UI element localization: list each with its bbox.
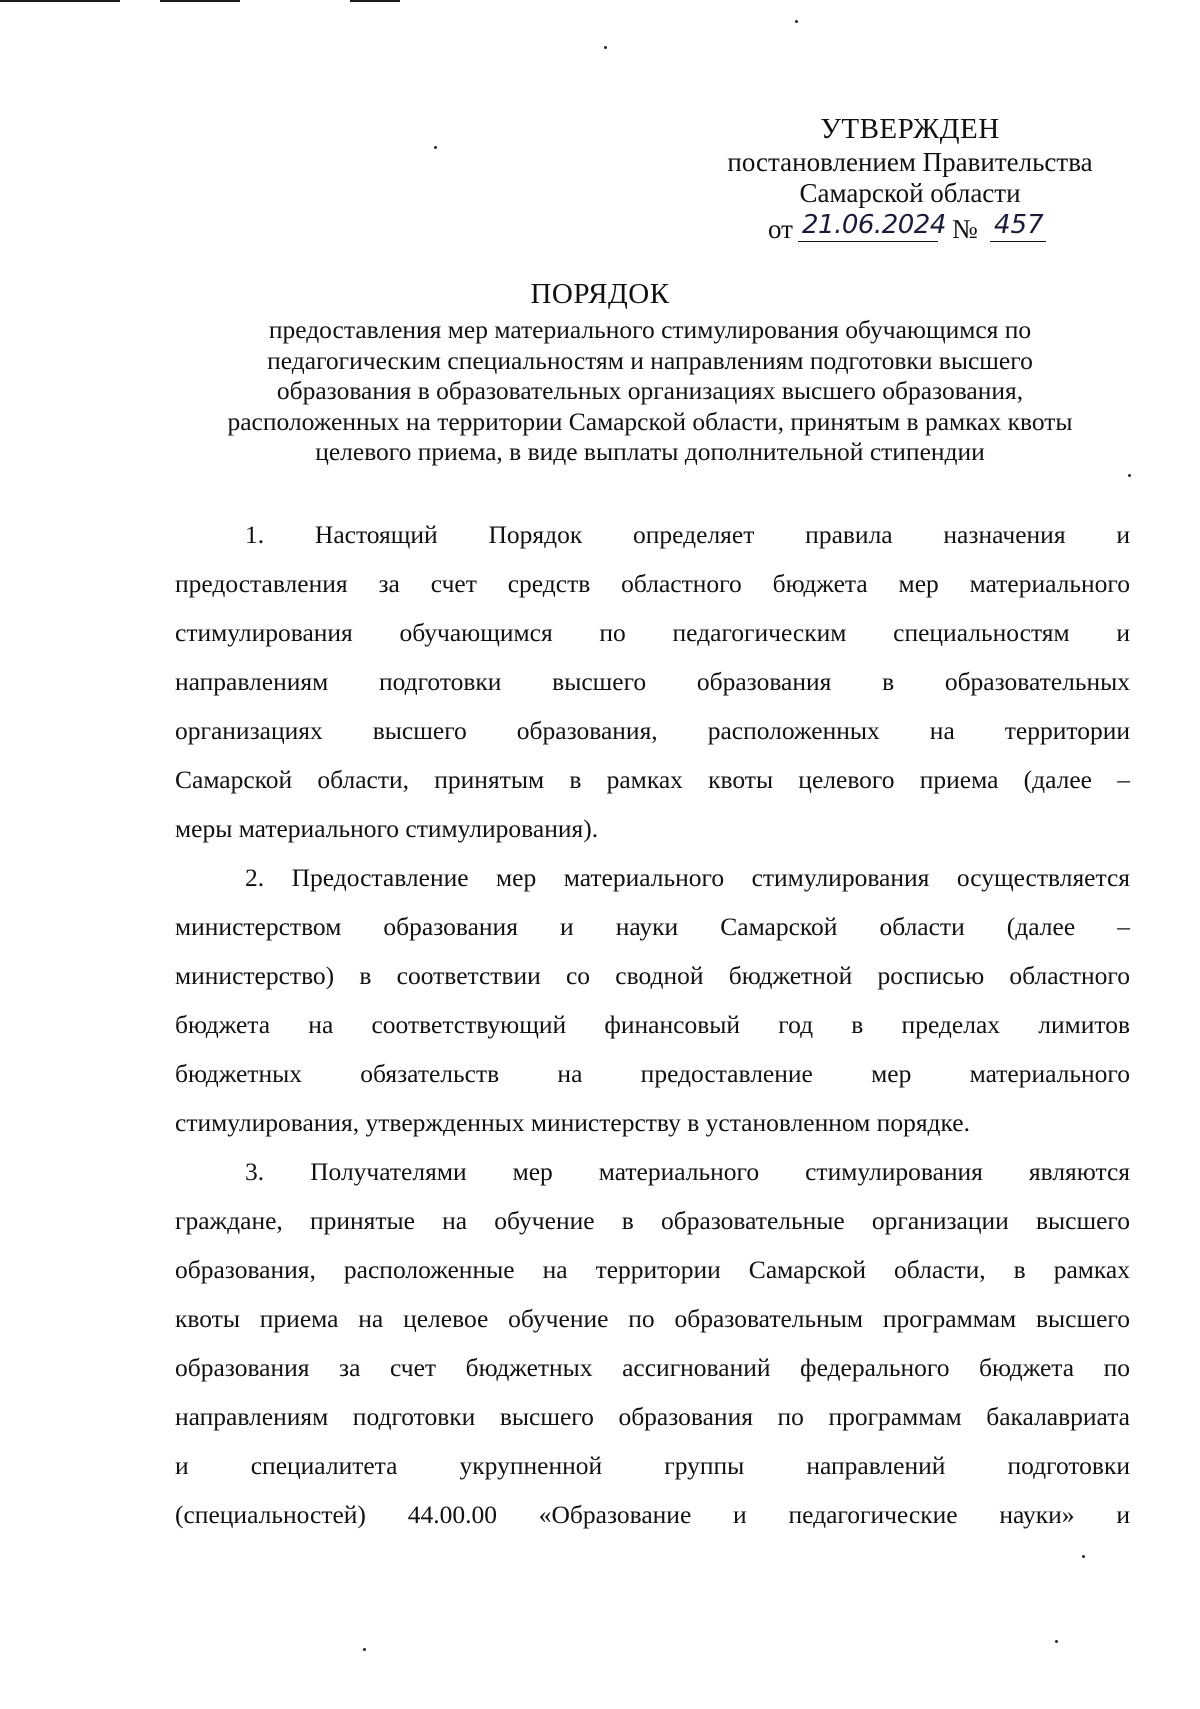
subtitle-line: предоставления мер материального стимулирования обучающимся по — [268, 315, 1032, 344]
scan-speck — [795, 20, 798, 23]
scan-speck — [1055, 1640, 1058, 1643]
scan-edge-mark — [0, 0, 120, 2]
paragraph-line: направлениям подготовки высшего образования по программам бакалавриата — [175, 1402, 1130, 1431]
scan-edge-mark — [160, 0, 240, 2]
scan-speck — [1082, 1555, 1085, 1558]
paragraph-line: и специалитета укрупненной группы направлений подготовки — [175, 1451, 1130, 1480]
approval-heading: УТВЕРЖДЕН — [820, 113, 1000, 145]
paragraph-line: квоты приема на целевое обучение по образовательным программам высшего — [175, 1304, 1130, 1333]
paragraph-line: стимулирования, утвержденных министерству в установленном порядке. — [175, 1108, 970, 1137]
paragraph-line: граждане, принятые на обучение в образовательные организации высшего — [175, 1206, 1130, 1235]
paragraph-3 — [175, 1147, 1130, 1539]
paragraph-line: предоставления за счет средств областного бюджета мер материального — [175, 569, 1130, 598]
paragraph-line: 1. Настоящий Порядок определяет правила назначения и — [245, 520, 1130, 549]
paragraph-line: министерством образования и науки Самарской области (далее – — [175, 912, 1130, 941]
approval-block — [700, 114, 1120, 246]
subtitle-line: педагогическим специальностям и направлениям подготовки высшего — [267, 345, 1033, 375]
paragraph-line: бюджета на соответствующий финансовый год в пределах лимитов — [175, 1010, 1130, 1039]
scan-edge-mark — [350, 0, 400, 2]
subtitle-line: расположенных на территории Самарской области, принятым в рамках квоты — [227, 406, 1073, 436]
paragraph-line: бюджетных обязательств на предоставление мер материального — [175, 1059, 1130, 1088]
approval-line-2: Самарской области — [799, 178, 1021, 208]
paragraph-line: (специальностей) 44.00.00 «Образование и педагогические науки» и — [175, 1500, 1130, 1529]
handwritten-date: 21.06.2024 — [798, 210, 938, 242]
document-body — [175, 510, 1130, 1539]
paragraph-line: образования за счет бюджетных ассигнований федерального бюджета по — [175, 1353, 1130, 1382]
scan-speck — [434, 146, 437, 149]
paragraph-line: 3. Получателями мер материального стимулирования являются — [245, 1157, 1130, 1186]
approval-signature-line — [700, 210, 1120, 246]
paragraph-line: образования, расположенные на территории Самарской области, в рамках — [175, 1255, 1130, 1284]
handwritten-number: 457 — [990, 210, 1046, 242]
paragraph-2 — [175, 853, 1130, 1147]
scan-speck — [604, 46, 607, 49]
subtitle-line: целевого приема, в виде выплаты дополнительной стипендии — [315, 437, 985, 466]
paragraph-line: направлениям подготовки высшего образования в образовательных — [175, 667, 1130, 696]
scan-speck — [1128, 474, 1131, 477]
approval-line-1: постановлением Правительства — [727, 147, 1093, 177]
paragraph-line: меры материального стимулирования). — [175, 814, 599, 843]
subtitle-line: образования в образовательных организациях высшего образования, — [276, 376, 1024, 405]
document-subtitle — [160, 315, 1140, 468]
document-title: ПОРЯДОК — [530, 278, 670, 310]
paragraph-line: министерство) в соответствии со сводной бюджетной росписью областного — [175, 961, 1130, 990]
number-prefix: № — [952, 214, 978, 244]
paragraph-line: 2. Предоставление мер материального стимулирования осуществляется — [245, 863, 1130, 892]
paragraph-line: Самарской области, принятым в рамках квоты целевого приема (далее – — [175, 765, 1130, 794]
date-prefix: от — [768, 214, 793, 244]
paragraph-1 — [175, 510, 1130, 853]
paragraph-line: организациях высшего образования, расположенных на территории — [175, 716, 1130, 745]
scan-speck — [363, 1648, 366, 1651]
paragraph-line: стимулирования обучающимся по педагогическим специальностям и — [175, 618, 1130, 647]
